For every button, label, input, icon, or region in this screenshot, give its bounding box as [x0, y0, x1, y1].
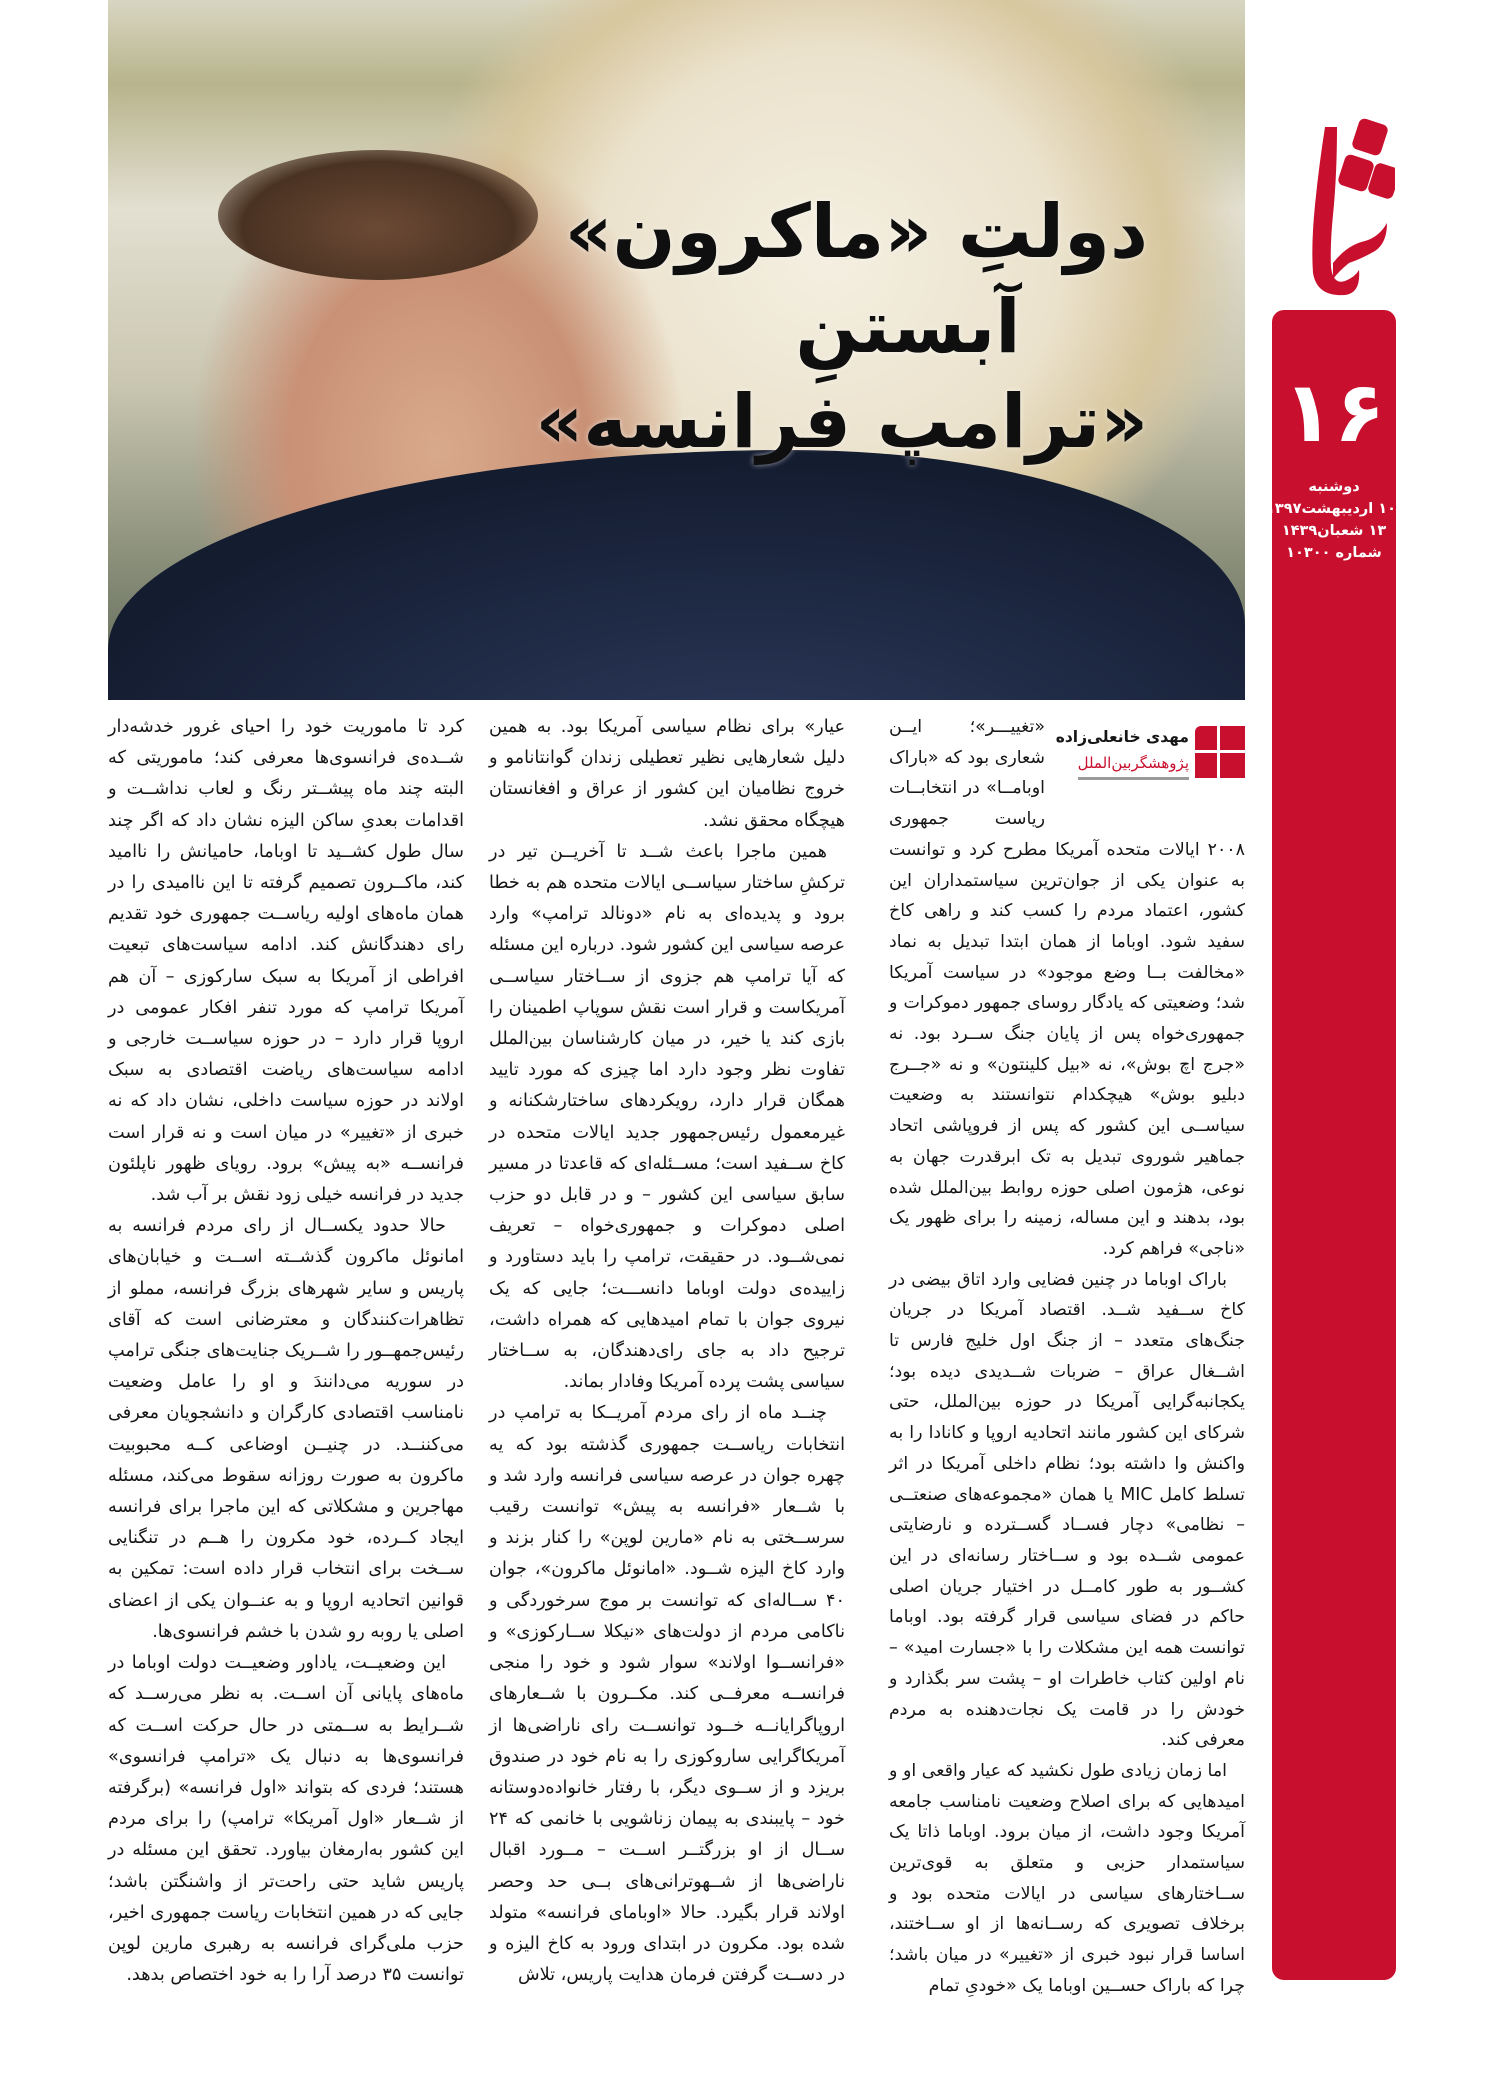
article-column-middle — [489, 712, 845, 1991]
headline — [535, 185, 1148, 470]
date-lunar: ۱۳ شعبان۱۴۳۹ — [1281, 523, 1387, 539]
author-role: پژوهشگربین‌الملل — [1078, 752, 1189, 780]
date-solar: ۱۰ اردیبهشت۱۳۹۷ — [1266, 501, 1396, 517]
issue-sidebar — [1266, 310, 1396, 1980]
article-column-left — [108, 712, 464, 1991]
article-column-right — [889, 712, 1245, 2002]
photo-coat — [108, 450, 1245, 700]
paragraph: عیار» برای نظام سیاسی آمریکا بود. به همین دلیل شعارهایی نظیر تعطیلی زندان گوانتانامو و خروج نظامیان این کشور از عراق و افغانستان هیچگاه محقق نشد. — [489, 717, 845, 831]
weekday: دوشنبه — [1308, 479, 1360, 495]
paragraph: چنــد ماه از رای مردم آمریــکا به ترامپ در انتخابات ریاســت جمهوری گذشته بود که یه چهره جوان در عرصه سیاسی فرانسه وارد شد و با شــعار «فرانسه به پیش» توانست رقیب سرســختی به نام «مارین لوپن» را کنار بزند و وارد کاخ الیزه شــود. «امانوئل ماکرون»، جوان ۴۰ ســاله‌ای که توانست بر موج سرخوردگی و ناکامی مردم از دولت‌های «نیکلا ســارکوزی» و «فرانســوا اولاند» سوار شود و خود را منجی فرانســه معرفــی کند. مکــرون با شــعارهای اروپاگرایانــه خــود توانســت رای ناراضی‌ها از آمریکاگرایی ساروکوزی را به نام خود در صندوق بریزد و از ســوی دیگر، با رفتار خانواده‌دوستانه خود – پایبندی به پیمان زناشویی با خانمی که ۲۴ ســال از او بزرگتــر اســت – مــورد اقبال ناراضی‌ها از شــهوترانی‌های بــی حد وحصر اولاند قرار بگیرد. حالا «اوبامای فرانسه» متولد شده بود. مکرون در ابتدای ورود به کاخ الیزه و در دســت گرفتن فرمان هدایت پاریس، تلاش — [489, 1403, 845, 1986]
page-number: ۱۶ — [1282, 363, 1386, 461]
paragraph: همین ماجرا باعث شــد تا آخریــن تیر در ترکشِ ساختار سیاســی ایالات متحده هم به خطا برود و پدیده‌ای به نام «دونالد ترامپ» وارد عرصه سیاسی این کشور شود. درباره این مسئله که آیا ترامپ هم جزوی از ســاختار سیاســی آمریکاست و قرار است نقش سوپاپ اطمینان را بازی کند یا خیر، در میان کارشناسان بین‌الملل تفاوت نظر وجود دارد اما چیزی که مورد تایید همگان قرار دارد، رویکردهای ساختارشکنانه و غیرمعمول رئیس‌جمهور جدید ایالات متحده در کاخ ســفید است؛ مســئله‌ای که قاعدتا در مسیر سابق سیاسی این کشور – و در قابل دو حزب اصلی دموکرات و جمهوری‌خواه – تعریف نمی‌شــود. در حقیقت، ترامپ را باید دستاورد و زاییده‌ی دولت اوباما دانســـت؛ جایی که یک نیروی جوان با تمام امیدهایی که همراه داشت، ترجیح داد به جای رای‌دهندگان، به ســاختار سیاسی پشت پرده آمریکا وفادار بماند. — [489, 841, 845, 1393]
brand-logo — [1275, 95, 1395, 305]
paragraph: باراک اوباما در چنین فضایی وارد اتاق بیضی در کاخ ســفید شــد. اقتصاد آمریکا در جریان جنگ‌های متعدد – از جنگ اول خلیج فارس تا اشــغال عراق – ضربات شــدیدی دیده بود؛ یکجانبه‌گرایی آمریکا در حوزه بین‌الملل، حتی شرکای این کشور مانند اتحادیه اروپا و کانادا را به واکنش وا داشته بود؛ نظام داخلی آمریکا در اثر تسلط کامل MIC یا همان «مجموعه‌های صنعتــی – نظامی» دچار فســاد گســترده و نارضایتی عمومی شــده بود و ســاختار رسانه‌ای در این کشــور به طور کامــل در اختیار جریان اصلی حاکم در فضای سیاسی قرار گرفته بود. اوباما توانست همه این مشکلات را با «جسارت امید» – نام اولین کتاب خاطرات او – پشت سر بگذارد و خودش را در قامت یک نجات‌دهنده به مردم معرفی کند. — [889, 1269, 1245, 1751]
cover-photo — [108, 0, 1245, 700]
issue-number: شماره ۱۰۳۰۰ — [1286, 545, 1382, 561]
headline-line: «ترامپ فرانسه» — [535, 379, 1148, 465]
paragraph: «تغییـــر»؛ ایــن شعاری بود که «باراک اوبامــا» در انتخابــات ریاست جمهوری ۲۰۰۸ ایالات متحده آمریکا مطرح کرد و توانست به عنوان یکی از جوان‌ترین سیاستمداران این کشور، اعتماد مردم را کسب کند و راهی کاخ سفید شود. اوباما از همان ابتدا تبدیل به نماد «مخالفت بــا وضع موجود» در سیاست آمریکا شد؛ وضعیتی که یادگار روسای جمهور دموکرات و جمهوری‌خواه پس از پایان جنگ ســرد بود. نه «جرج اچ بوش»، نه «بیل کلینتون» و نه «جــرج دبلیو بوش» هیچکدام نتوانستند به وضعیت سیاســی این کشور که پس از فروپاشی اتحاد جماهیر شوروی تبدیل به تک ابرقدرت جهان به نوعی، هژمون اصلی حوزه روابط بین‌الملل شده بود، بدهند و این مساله، زمینه را برای ظهور یک «ناجی» فراهم کرد. — [889, 717, 1245, 1259]
paragraph: حالا حدود یکســال از رای مردم فرانسه به امانوئل ماکرون گذشــته اســت و خیابان‌های پاریس و سایر شهرهای بزرگ فرانسه، مملو از تظاهرات‌کنندگان و معترضانی است که آقای رئیس‌جمهــور را شــریک جنایت‌های جنگی ترامپ در سوریه می‌دانندَ و او را عامل وضعیت نامناسب اقتصادی کارگران و دانشجویان معرفی می‌کننــد. در چنیــن اوضاعی کــه محبوبیت ماکرون به صورت روزانه سقوط می‌کند، مسئله مهاجرین و مشکلاتی که این ماجرا برای فرانسه ایجاد کــرده، خود مکرون را هــم در تنگنایی ســخت برای انتخاب قرار داده است: تمکین به قوانین اتحادیه اروپا و به عنــوان یکی از اعضای اصلی یا روبه رو شدن با خشم فرانسوی‌ها. — [108, 1216, 464, 1642]
author-badge-icon — [1195, 726, 1245, 778]
paragraph: این وضعیــت، یاداور وضعیــت دولت اوباما در ماه‌های پایانی آن اســت. به نظر می‌رســد که شــرایط به ســمتی در حال حرکت اســت که فرانسوی‌ها به دنبال یک «ترامپ فرانسوی» هستند؛ فردی که بتواند «اول فرانسه» (برگرفته از شــعار «اول آمریکا» ترامپ) را برای مردم این کشور به‌ارمغان بیاورد. تحقق این مسئله در پاریس شاید حتی راحت‌تر از واشنگتن باشد؛ جایی که در همین انتخابات ریاست جمهوری اخیر، حزب ملی‌گرای فرانسه به رهبری مارین لوپن توانست ۳۵ درصد آرا را به خود اختصاص بدهد. — [108, 1653, 464, 1986]
paragraph: کرد تا ماموریت خود را احیای غرور خدشه‌دار شــده‌ی فرانسوی‌ها معرفی کند؛ ماموریتی که البته چند ماه پیشــتر رنگ و لعاب نداشــت و اقدامات بعدیِ ساکن الیزه نشان داد که اگر چند سال طول کشــید تا اوباما، حامیانش را ناامید کند، ماکــرون تصمیم گرفته تا این ناامیدی را در همان ماه‌های اولیه ریاســت جمهوری خود تقدیم رای دهندگانش کند. ادامه سیاست‌های تبعیت افراطی از آمریکا به سبک سارکوزی – آن هم آمریکا ترامپ که مورد تنفر افکار عمومی در اروپا قرار دارد – در حوزه سیاســت خارجی و ادامه سیاست‌های ریاضت اقتصادی به سبک اولاند در حوزه سیاست داخلی، نشان داد که نه خبری از «تغییر» در میان است و نه قرار است فرانســه «به پیش» برود. رویای ظهور ناپلئون جدید در فرانسه خیلی زود نقش بر آب شد. — [108, 717, 464, 1206]
photo-hair-left — [218, 150, 538, 280]
headline-line: آبستنِ — [795, 284, 1021, 370]
headline-line: دولتِ «ماکرون» — [564, 189, 1148, 275]
author-name: مهدی خانعلی‌زاده — [1055, 728, 1189, 746]
author-box — [1055, 718, 1245, 814]
issue-meta — [1266, 476, 1396, 564]
paragraph: اما زمان زیادی طول نکشید که عیار واقعی او و امیدهایی که برای اصلاح وضعیت نامناسب جامعه آمریکا وجود داشت، از میان برود. اوباما ذاتا یک سیاستمدار حزبی و متعلق به قوی‌ترین ســاختارهای سیاسی در ایالات متحده بود و برخلاف تصویری که رســانه‌ها از او ســاختند، اساسا قرار نبود خبری از «تغییر» در میان باشد؛ چرا که باراک حســین اوباما یک «خودیِ تمام — [889, 1760, 1245, 1996]
